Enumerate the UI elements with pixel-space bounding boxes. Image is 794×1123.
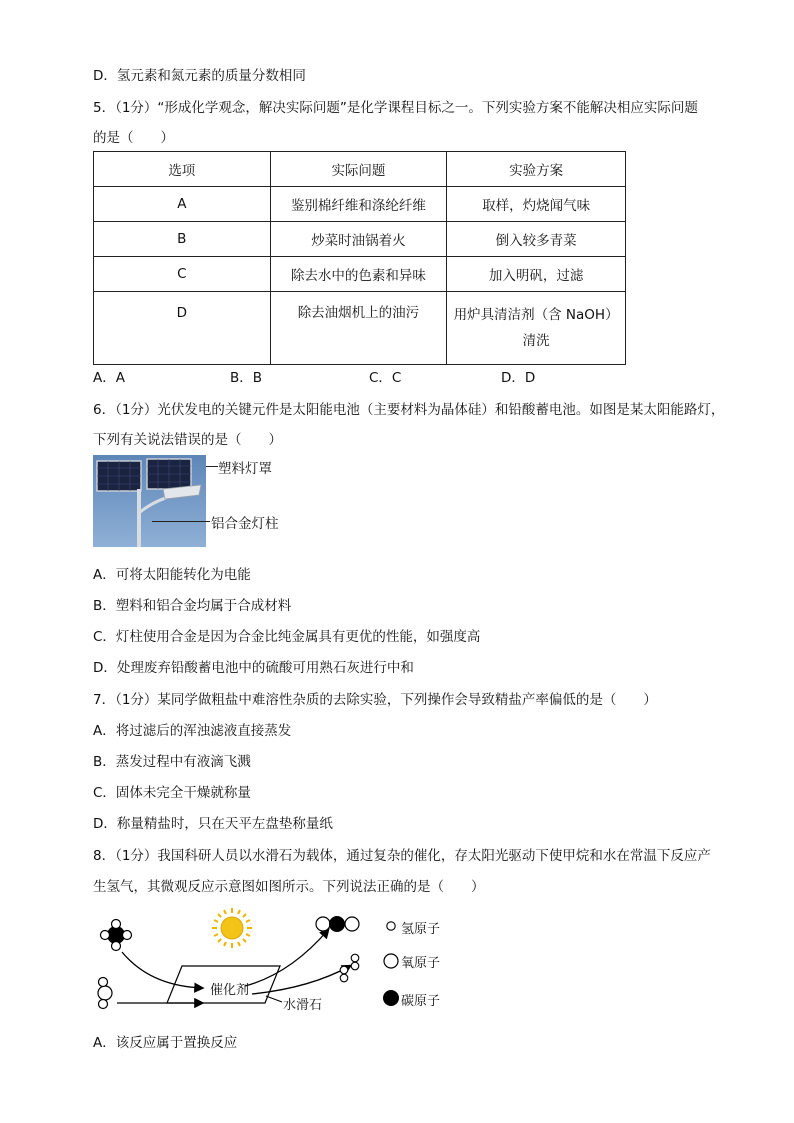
table-cell: 取样，灼烧闻气味 bbox=[447, 187, 626, 222]
q5-stem-line2: 的是（ ） bbox=[93, 130, 174, 146]
q5-choice-b: B．B bbox=[230, 370, 263, 386]
table-cell: 除去水中的色素和异味 bbox=[270, 257, 447, 292]
q5-stem-line1: 5．（1分）“形成化学观念，解决实际问题”是化学课程目标之一。下列实验方案不能解决相应实际问题 bbox=[93, 100, 698, 116]
label-support-hydrotalcite: 水滑石 bbox=[283, 998, 323, 1013]
methane-molecule bbox=[101, 920, 132, 951]
q8-stem-line1: 8．（1分）我国科研人员以水滑石为载体，通过复杂的催化，存太阳光驱动下使甲烷和水在常温下反应产 bbox=[93, 848, 711, 864]
hydrogen-atom-icon bbox=[384, 919, 398, 933]
q7-option-b: B．蒸发过程中有液滴飞溅 bbox=[93, 754, 251, 770]
table-row bbox=[94, 187, 626, 222]
q5-choice-d: D．D bbox=[501, 370, 536, 386]
label-alloy-pole: 铝合金灯柱 bbox=[211, 516, 279, 532]
label-catalyst: 催化剂 bbox=[210, 983, 250, 998]
table-row bbox=[94, 222, 626, 257]
legend-hydrogen: 氢原子 bbox=[401, 922, 441, 937]
table-cell: A bbox=[94, 187, 271, 222]
table-cell: D bbox=[94, 292, 271, 365]
table-header-cell: 实际问题 bbox=[270, 152, 447, 187]
table-cell: 加入明矾，过滤 bbox=[447, 257, 626, 292]
oxygen-atom-icon bbox=[382, 952, 400, 970]
carbon-atom-icon bbox=[381, 988, 401, 1008]
table-row bbox=[94, 257, 626, 292]
q6-option-c: C．灯柱使用合金是因为合金比纯金属具有更优的性能，如强度高 bbox=[93, 629, 481, 645]
table-cell: 炒菜时油锅着火 bbox=[270, 222, 447, 257]
q6-option-d: D．处理废弃铅酸蓄电池中的硫酸可用熟石灰进行中和 bbox=[93, 660, 414, 676]
sun-icon bbox=[212, 908, 252, 948]
q7-option-a: A．将过滤后的浑浊滤液直接蒸发 bbox=[93, 723, 292, 739]
water-molecule bbox=[98, 978, 112, 1009]
hydrogen-molecule bbox=[351, 954, 359, 970]
table-header-cell: 实验方案 bbox=[447, 152, 626, 187]
cover-leader-line bbox=[206, 466, 218, 467]
hydrogen-molecule bbox=[340, 966, 348, 982]
q5-choice-a: A．A bbox=[93, 370, 125, 386]
q5-choice-c: C．C bbox=[369, 370, 402, 386]
q7-option-d: D．称量精盐时，只在天平左盘垫称量纸 bbox=[93, 816, 333, 832]
table-cell: B bbox=[94, 222, 271, 257]
legend-carbon: 碳原子 bbox=[401, 994, 441, 1009]
table-row bbox=[94, 292, 626, 365]
q6-option-a: A．可将太阳能转化为电能 bbox=[93, 567, 251, 583]
table-cell: 倒入较多青菜 bbox=[447, 222, 626, 257]
q7-stem: 7．（1分）某同学做粗盐中难溶性杂质的去除实验，下列操作会导致精盐产率偏低的是（ ） bbox=[93, 692, 657, 708]
table-cell: C bbox=[94, 257, 271, 292]
q6-stem-line2: 下列有关说法错误的是（ ） bbox=[93, 432, 282, 448]
pole-leader-line bbox=[152, 521, 210, 522]
table-cell: 鉴别棉纤维和涤纶纤维 bbox=[270, 187, 447, 222]
q5-options-table bbox=[93, 151, 626, 365]
q6-option-b: B．塑料和铝合金均属于合成材料 bbox=[93, 598, 292, 614]
carbon-dioxide-molecule bbox=[316, 916, 359, 932]
legend-oxygen: 氧原子 bbox=[401, 956, 441, 971]
solar-streetlight-photo bbox=[93, 455, 206, 547]
q8-option-a: A．该反应属于置换反应 bbox=[93, 1035, 238, 1051]
q6-stem-line1: 6．（1分）光伏发电的关键元件是太阳能电池（主要材料为晶体硅）和铅酸蓄电池。如图是某太阳能路灯， bbox=[93, 402, 725, 418]
table-cell: 除去油烟机上的油污 bbox=[270, 292, 447, 365]
table-header-row bbox=[94, 152, 626, 187]
q7-option-c: C．固体未完全干燥就称量 bbox=[93, 785, 251, 801]
label-plastic-cover: 塑料灯罩 bbox=[218, 461, 272, 477]
q8-stem-line2: 生氢气，其微观反应示意图如图所示。下列说法正确的是（ ） bbox=[93, 879, 485, 895]
q4-option-d: D．氢元素和氮元素的质量分数相同 bbox=[93, 68, 306, 84]
table-cell: 用炉具清洁剂（含 NaOH）清洗 bbox=[447, 292, 626, 365]
table-header-cell: 选项 bbox=[94, 152, 271, 187]
